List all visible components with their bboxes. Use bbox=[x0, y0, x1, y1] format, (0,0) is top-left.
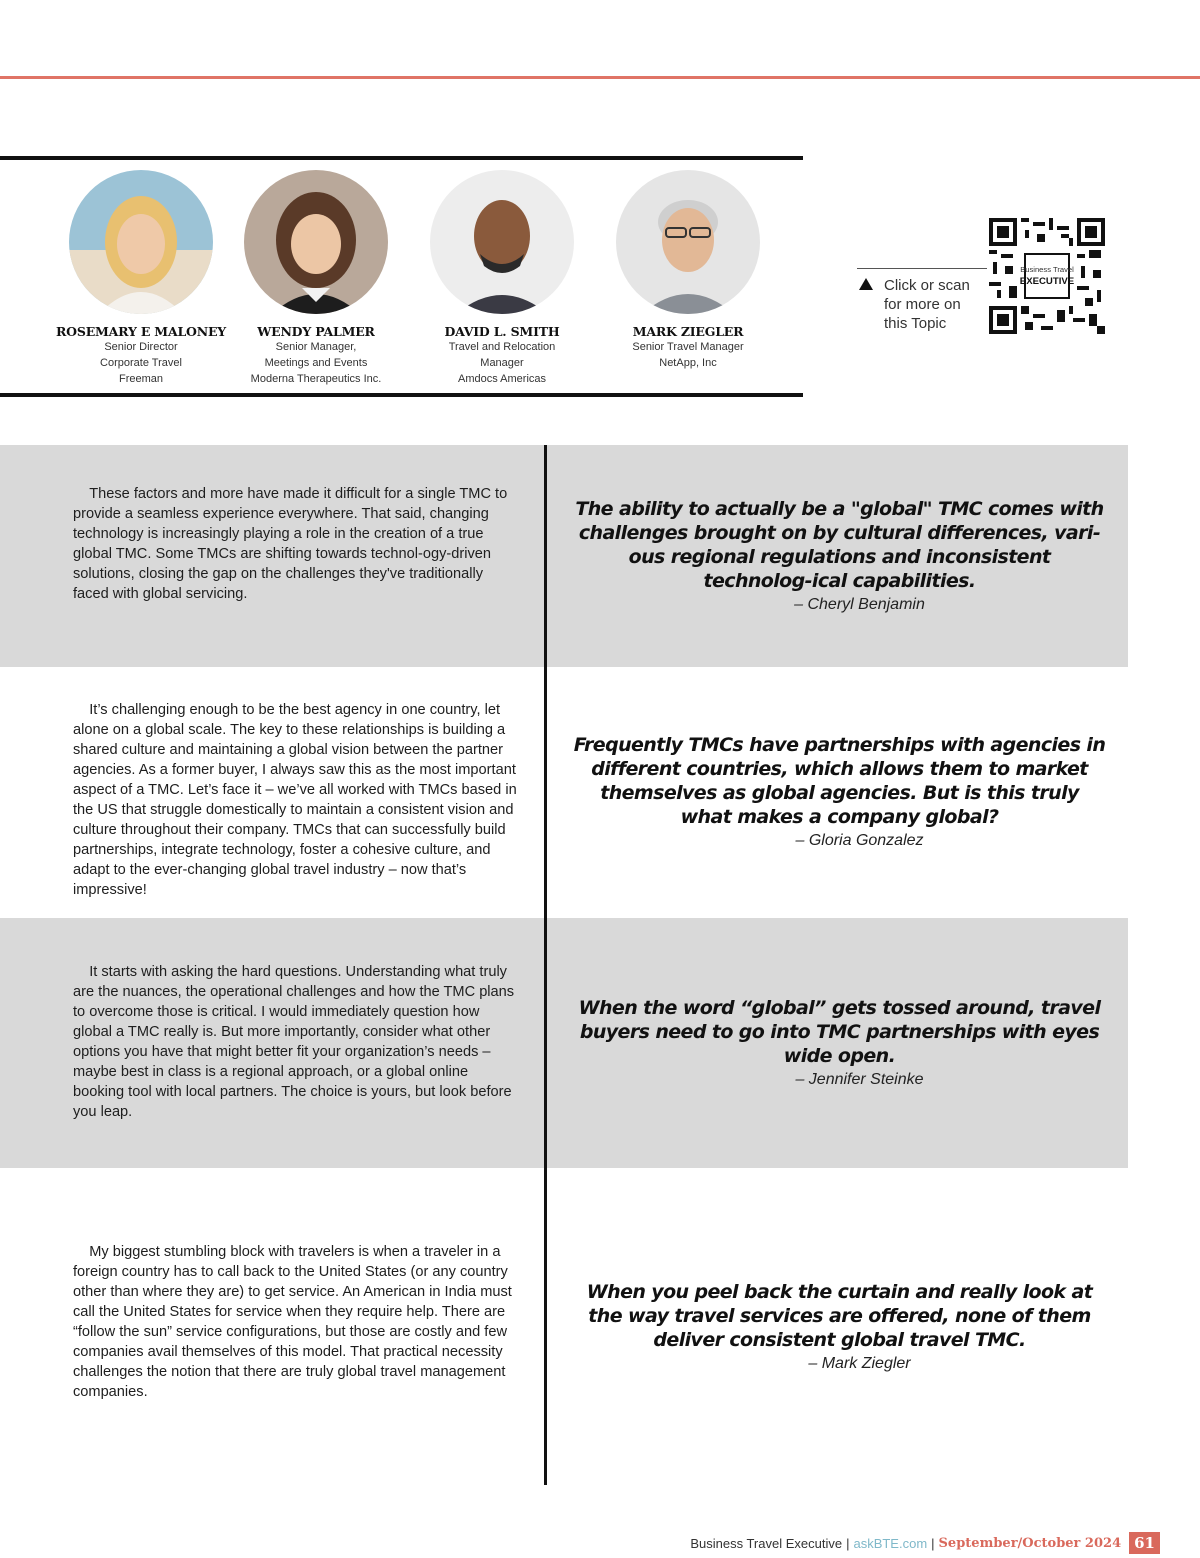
panelist-name: ROSEMARY E MALONEY bbox=[55, 324, 226, 339]
page-number: 61 bbox=[1129, 1532, 1160, 1554]
triangle-up-icon bbox=[859, 278, 873, 290]
footer-separator: | bbox=[846, 1535, 850, 1551]
cta-line: Click or scan bbox=[884, 277, 970, 294]
panelist-name: WENDY PALMER bbox=[257, 324, 375, 339]
panelist-title: Senior Manager, bbox=[275, 341, 357, 353]
panel-bottom-rule bbox=[0, 393, 803, 397]
panelist-title: Senior Travel Manager bbox=[632, 341, 744, 353]
avatar bbox=[244, 170, 388, 314]
qr-logo-text: Business Travel bbox=[1020, 265, 1074, 274]
cta-line: for more on bbox=[884, 296, 961, 313]
panelist-card bbox=[216, 170, 416, 387]
qr-code[interactable] bbox=[988, 218, 1106, 334]
quote-attribution: – Cheryl Benjamin bbox=[794, 596, 925, 613]
cta-line: this Topic bbox=[884, 315, 947, 332]
panelist-title: Meetings and Events bbox=[264, 357, 368, 369]
panelist-company: NetApp, Inc bbox=[659, 357, 717, 369]
panelist-title: Travel and Relocation bbox=[448, 341, 556, 353]
panelist-card bbox=[402, 170, 602, 387]
publication-name: Business Travel Executive bbox=[690, 1535, 843, 1551]
panelist-response: It’s challenging enough to be the best agency in one country, let alone on a global scale. The key to these relationships is building a shared culture and maintaining a global vision between the partner agencies. As a former buyer, I always saw this as the most important aspect of a TMC. Let’s face it – we’ve all worked with TMCs based in the US that struggle domestically to maintain a consistent vision and culture throughout their company. TMCs that can successfully build partnerships, integrate technology, foster a cohesive culture, and adapt to the ever-changing global travel industry – now that’s impressive! bbox=[73, 702, 517, 898]
portrait-photo bbox=[69, 170, 213, 314]
footer-separator: | bbox=[931, 1535, 935, 1551]
column-divider bbox=[544, 445, 547, 1485]
quote-attribution: – Gloria Gonzalez bbox=[795, 832, 924, 849]
panelist-title: Manager bbox=[480, 357, 524, 369]
panelist-company: Freeman bbox=[118, 373, 164, 385]
qr-code-icon bbox=[988, 218, 1106, 334]
panelist-title: Senior Director bbox=[104, 341, 178, 353]
pull-quote: Frequently TMCs have partnerships with agencies in different countries, which allows them to market themselves as global agencies. But is this truly what makes a company global? bbox=[573, 734, 1106, 828]
panelist-company: Amdocs Americas bbox=[457, 373, 547, 385]
avatar bbox=[430, 170, 574, 314]
qr-call-to-action[interactable] bbox=[884, 276, 970, 333]
panelist-company: Moderna Therapeutics Inc. bbox=[250, 373, 382, 385]
quote-attribution: – Jennifer Steinke bbox=[795, 1071, 924, 1088]
page-footer bbox=[690, 1530, 1160, 1556]
pull-quote: The ability to actually be a "global" TMC comes with challenges brought on by cultural differences, vari-ous regional regulations and inconsistent technolog-ical capabilities. bbox=[575, 498, 1104, 592]
portrait-photo bbox=[616, 170, 760, 314]
issue-date: September/October 2024 bbox=[938, 1535, 1122, 1551]
panelist-response: My biggest stumbling block with travelers is when a traveler in a foreign country has to call back to the United States (or any country other than where they are) to get service. An American in India must call the United States for service when they require help. There are “follow the sun” service configurations, but those are costly and few companies avail themselves of this model. That practical necessity challenges the notion that there are truly global travel management companies. bbox=[73, 1244, 512, 1400]
panelist-card bbox=[41, 170, 241, 387]
panelist-response: These factors and more have made it difficult for a single TMC to provide a seamless experience everywhere. That said, changing technology is increasingly playing a role in the creation of a true global TMC. Some TMCs are shifting towards technol-ogy-driven solutions, closing the gap on the challenges they've traditionally faced with global servicing. bbox=[73, 486, 508, 602]
pull-quote: When you peel back the curtain and really look at the way travel services are offered, none of them deliver consistent global travel TMC. bbox=[586, 1281, 1093, 1351]
portrait-photo bbox=[244, 170, 388, 314]
panelist-card bbox=[588, 170, 788, 371]
pull-quote: When the word “global” gets tossed around, travel buyers need to go into TMC partnerships with eyes wide open. bbox=[578, 997, 1101, 1067]
top-accent-rule bbox=[0, 76, 1200, 79]
qr-divider bbox=[857, 268, 987, 269]
panelist-name: DAVID L. SMITH bbox=[444, 324, 560, 339]
portrait-photo bbox=[430, 170, 574, 314]
quote-attribution: – Mark Ziegler bbox=[808, 1355, 911, 1372]
avatar bbox=[616, 170, 760, 314]
qr-logo-text: EXECUTIVE bbox=[1019, 276, 1075, 287]
panel-top-rule bbox=[0, 156, 803, 160]
avatar bbox=[69, 170, 213, 314]
website-link[interactable]: askBTE.com bbox=[853, 1535, 928, 1551]
panelist-response: It starts with asking the hard questions. Understanding what truly are the nuances, the operational challenges and how the TMC plans to overcome those is critical. I would immediately question how global a TMC really is. But more importantly, consider what other options you have that might better fit your organization’s needs – maybe best in class is a regional approach, or a global online booking tool with local partners. The choice is yours, but look before you leap. bbox=[73, 964, 515, 1120]
panelist-name: MARK ZIEGLER bbox=[632, 324, 744, 339]
panelist-title: Corporate Travel bbox=[100, 357, 182, 369]
